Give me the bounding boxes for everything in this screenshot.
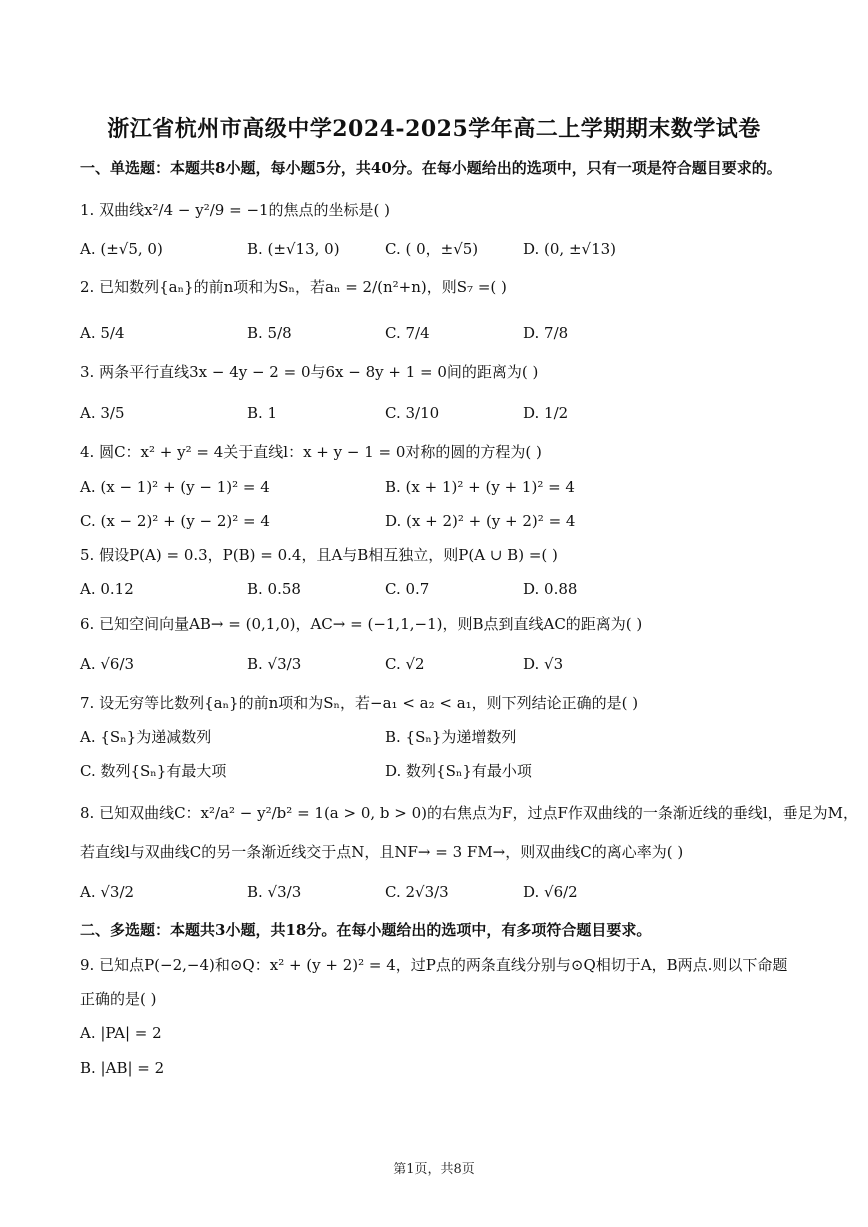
q6-option-c: C. √2 — [385, 655, 425, 673]
q3-option-d: D. 1/2 — [523, 404, 569, 422]
q9-option-b: B. |AB| = 2 — [80, 1059, 165, 1077]
q2-option-c: C. 7/4 — [385, 324, 430, 342]
question-9-stem: 9. 已知点P(−2,−4)和⊙Q：x² + (y + 2)² = 4，过P点的两条直线分别与⊙Q相切于A，B两点.则以下命题 — [80, 956, 788, 974]
question-4-stem: 4. 圆C：x² + y² = 4关于直线l：x + y − 1 = 0对称的圆的方程为( ) — [80, 443, 542, 461]
section-heading-multi-choice: 二、多选题：本题共3小题，共18分。在每小题给出的选项中，有多项符合题目要求。 — [80, 921, 652, 939]
page-footer: 第1页，共8页 — [393, 1162, 475, 1177]
question-8-stem-cont: 若直线l与双曲线C的另一条渐近线交于点N，且NF→ = 3 FM→，则双曲线C的离心率为( ) — [80, 843, 684, 861]
q4-option-c: C. (x − 2)² + (y − 2)² = 4 — [80, 512, 270, 530]
q3-option-a: A. 3/5 — [80, 404, 125, 422]
q8-option-a: A. √3/2 — [80, 883, 135, 901]
question-5-stem: 5. 假设P(A) = 0.3，P(B) = 0.4，且A与B相互独立，则P(A ∪ B) =( ) — [80, 546, 558, 564]
q5-option-d: D. 0.88 — [523, 580, 578, 598]
page-title: 浙江省杭州市高级中学2024-2025学年高二上学期期末数学试卷 — [107, 116, 761, 142]
section-heading-single-choice: 一、单选题：本题共8小题，每小题5分，共40分。在每小题给出的选项中，只有一项是符合题目要求的。 — [80, 159, 782, 177]
question-1-stem: 1. 双曲线x²/4 − y²/9 = −1的焦点的坐标是( ) — [80, 201, 391, 219]
q5-option-a: A. 0.12 — [80, 580, 134, 598]
q4-option-b: B. (x + 1)² + (y + 1)² = 4 — [385, 478, 575, 496]
q1-option-a: A. (±√5, 0) — [80, 240, 163, 258]
q8-option-c: C. 2√3/3 — [385, 883, 449, 901]
question-7-stem: 7. 设无穷等比数列{aₙ}的前n项和为Sₙ，若−a₁ < a₂ < a₁，则下列结论正确的是( ) — [80, 694, 639, 712]
q8-option-b: B. √3/3 — [247, 883, 302, 901]
q7-option-b: B. {Sₙ}为递增数列 — [385, 728, 517, 746]
q3-option-b: B. 1 — [247, 404, 278, 422]
q3-option-c: C. 3/10 — [385, 404, 440, 422]
q6-option-b: B. √3/3 — [247, 655, 302, 673]
question-3-stem: 3. 两条平行直线3x − 4y − 2 = 0与6x − 8y + 1 = 0间的距离为( ) — [80, 363, 539, 381]
question-9-stem-cont: 正确的是( ) — [80, 990, 157, 1008]
q5-option-c: C. 0.7 — [385, 580, 430, 598]
q1-option-b: B. (±√13, 0) — [247, 240, 340, 258]
q9-option-a: A. |PA| = 2 — [80, 1024, 162, 1042]
q6-option-a: A. √6/3 — [80, 655, 135, 673]
q1-option-c: C. ( 0，±√5) — [385, 240, 479, 258]
q7-option-c: C. 数列{Sₙ}有最大项 — [80, 762, 227, 780]
q4-option-a: A. (x − 1)² + (y − 1)² = 4 — [80, 478, 270, 496]
q2-option-b: B. 5/8 — [247, 324, 292, 342]
q4-option-d: D. (x + 2)² + (y + 2)² = 4 — [385, 512, 576, 530]
question-8-stem: 8. 已知双曲线C：x²/a² − y²/b² = 1(a > 0, b > 0)的右焦点为F，过点F作双曲线的一条渐近线的垂线l，垂足为M， — [80, 804, 859, 822]
q7-option-d: D. 数列{Sₙ}有最小项 — [385, 762, 532, 780]
q2-option-d: D. 7/8 — [523, 324, 569, 342]
q2-option-a: A. 5/4 — [80, 324, 125, 342]
q8-option-d: D. √6/2 — [523, 883, 578, 901]
q1-option-d: D. (0, ±√13) — [523, 240, 617, 258]
question-6-stem: 6. 已知空间向量AB→ = (0,1,0)，AC→ = (−1,1,−1)，则B点到直线AC的距离为( ) — [80, 615, 643, 633]
question-2-stem: 2. 已知数列{aₙ}的前n项和为Sₙ，若aₙ = 2/(n²+n)，则S₇ =( ) — [80, 278, 507, 296]
q7-option-a: A. {Sₙ}为递减数列 — [80, 728, 212, 746]
q6-option-d: D. √3 — [523, 655, 564, 673]
q5-option-b: B. 0.58 — [247, 580, 301, 598]
